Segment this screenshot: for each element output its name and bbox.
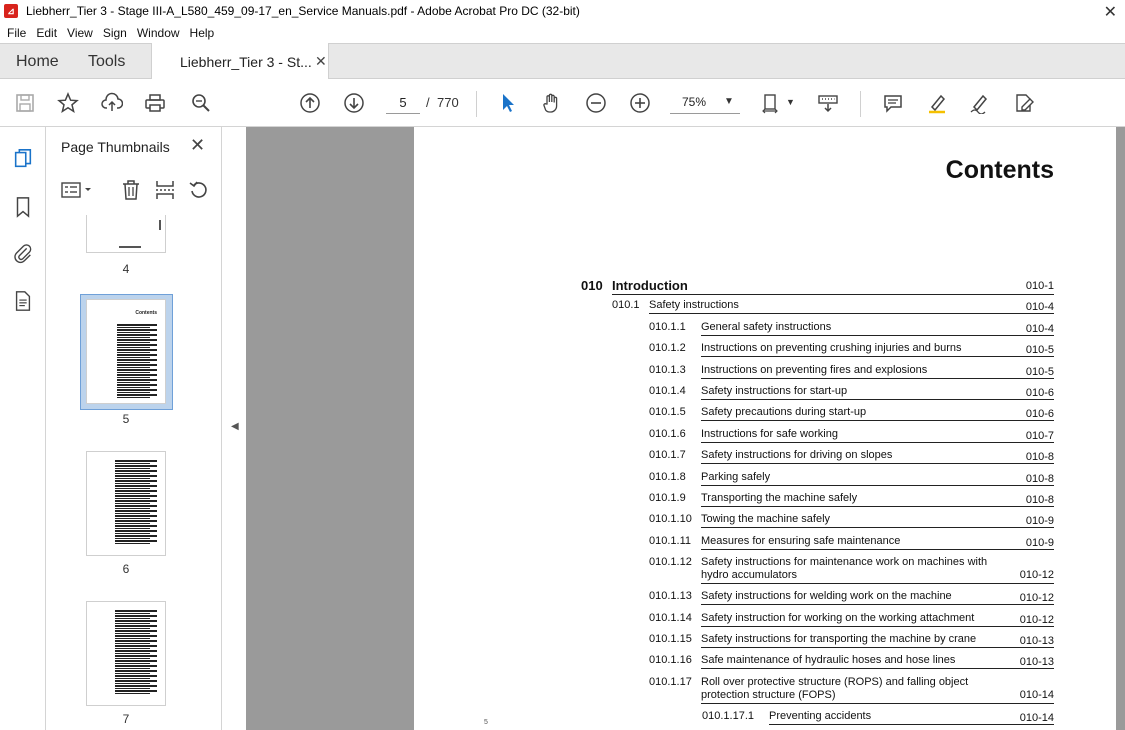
next-page-icon[interactable] — [342, 91, 366, 115]
thumbnail-text-line — [115, 673, 150, 675]
toc-underline — [701, 647, 1054, 648]
toc-underline — [701, 703, 1054, 704]
page-thumbnails-icon[interactable] — [11, 147, 35, 171]
thumbnail-text-line — [115, 508, 150, 510]
thumbnail-text-line — [115, 613, 150, 615]
acrobat-app-icon: ⊿ — [4, 4, 18, 18]
thumbnail-text-line — [115, 465, 157, 467]
toc-number: 010.1.7 — [649, 449, 686, 462]
thumbnail-text-line — [115, 463, 150, 465]
toc-title: Safe maintenance of hydraulic hoses and hose lines — [701, 654, 956, 667]
toc-number: 010.1.2 — [649, 342, 686, 355]
toc-underline — [701, 583, 1054, 584]
toc-title: Safety instructions for welding work on the machine — [701, 590, 952, 603]
toc-underline — [701, 506, 1054, 507]
thumbnail-text-line — [115, 533, 150, 535]
thumbnail-text-line — [115, 685, 157, 687]
toc-page-ref: 010-7 — [1025, 429, 1054, 442]
thumbnail-text-line — [115, 620, 157, 622]
toc-page-ref: 010-9 — [1025, 536, 1054, 549]
thumbnail-text-line — [115, 615, 157, 617]
thumbnail-text-line — [115, 650, 157, 652]
thumbnail-text-line — [117, 337, 150, 339]
toc-number: 010.1.8 — [649, 470, 686, 483]
toc-title: Instructions for safe working — [701, 427, 838, 440]
zoom-out-icon[interactable] — [584, 91, 608, 115]
toc-page-ref: 010-13 — [1019, 635, 1054, 647]
hand-icon[interactable] — [540, 91, 564, 115]
page-total: 770 — [437, 95, 459, 110]
thumbnail-text-line — [115, 515, 157, 517]
thumbnail-text-line — [115, 505, 157, 507]
menu-sign[interactable]: Sign — [102, 25, 127, 40]
toc-number: 010.1.16 — [649, 654, 692, 667]
star-icon[interactable] — [56, 91, 80, 115]
print-icon[interactable] — [143, 91, 167, 115]
toc-number: 010 — [581, 278, 603, 293]
toc-page-ref: 010-5 — [1025, 365, 1054, 378]
select-cursor-icon[interactable] — [496, 91, 520, 115]
toc-title: Transporting the machine safely — [701, 492, 858, 504]
prev-page-icon[interactable] — [298, 91, 322, 115]
keyboard-icon[interactable] — [816, 91, 840, 115]
upload-icon[interactable] — [100, 91, 124, 115]
toolbar — [0, 79, 1125, 127]
toc-page-ref: 010-6 — [1025, 387, 1054, 399]
attachment-icon[interactable] — [11, 241, 35, 265]
tab-close-button[interactable]: ✕ — [315, 53, 327, 69]
toc-title: Measures for ensuring safe maintenance — [701, 534, 901, 547]
toc-title: Safety instructions for start-up — [701, 385, 848, 397]
thumbnail-text-line — [117, 397, 150, 399]
thumbnail-text-line — [115, 663, 150, 665]
thumbnail-text-line — [115, 493, 150, 495]
thumbnail-text-line — [115, 693, 150, 695]
thumbnail-text-line — [115, 503, 150, 505]
title-bar — [0, 0, 1125, 22]
thumbnail-text-line — [117, 334, 157, 336]
toc-title: Safety instructions for driving on slopes — [701, 449, 893, 462]
thumbnail-text-line — [115, 475, 157, 477]
thumbnail-text-line — [117, 389, 157, 391]
toc-underline — [701, 463, 1054, 464]
toc-number: 010.1.11 — [649, 534, 692, 547]
toc-underline — [612, 294, 1054, 295]
toc-page-ref: 010-12 — [1019, 592, 1054, 605]
thumbnail-text-line — [117, 352, 150, 354]
zoom-level[interactable]: 75% — [682, 95, 707, 109]
toc-number: 010.1.10 — [649, 513, 692, 526]
toc-underline — [701, 335, 1054, 336]
thumbnail-text-line — [115, 668, 150, 670]
thumbnail-label: 7 — [122, 712, 130, 726]
toc-number: 010.1.1 — [649, 320, 686, 333]
thumbnail-text-line — [117, 367, 150, 369]
thumbnail-text-line — [115, 680, 157, 682]
thumbnail-text-line — [117, 387, 150, 389]
chevron-down-icon[interactable]: ▼ — [724, 96, 734, 107]
toc-title: Preventing accidents — [769, 709, 872, 722]
toolbar-divider — [860, 91, 861, 117]
toc-title: General safety instructions — [701, 320, 832, 333]
thumbnail-text-line — [115, 535, 157, 537]
comment-icon[interactable] — [881, 91, 905, 115]
toc-underline — [701, 420, 1054, 421]
thumbnail-text-line — [117, 377, 150, 379]
thumbnail-text-line — [115, 675, 157, 677]
thumbnail-text-line — [115, 655, 157, 657]
thumbnail-text-line — [117, 339, 157, 341]
thumbnail-text-line — [117, 324, 157, 326]
menu-edit[interactable]: Edit — [36, 25, 58, 40]
toc-number: 010.1.3 — [649, 363, 686, 376]
thumbnail-text-line — [117, 342, 150, 344]
thumbnail-text-line — [117, 332, 150, 334]
page-thumbnails-panel — [46, 127, 222, 730]
toc-title: Safety instructions for maintenance work on machines with hydro accumulators — [701, 556, 988, 582]
thumbnail-text-line — [117, 362, 150, 364]
page-fit-icon[interactable] — [760, 91, 784, 115]
thumbnail-text-line — [115, 690, 157, 692]
zoom-field-underline — [670, 113, 740, 114]
thumbnail-text-line — [115, 518, 150, 520]
thumbnail-text-line — [115, 648, 150, 650]
thumbnail-text-line — [115, 635, 157, 637]
layers-icon[interactable] — [11, 289, 35, 313]
thumbnail-text-line — [115, 468, 150, 470]
toc-underline — [701, 626, 1054, 627]
thumbnail-text-line — [115, 490, 157, 492]
thumbnail-text-line — [115, 618, 150, 620]
menu-view[interactable]: View — [67, 25, 93, 40]
menu-bar — [0, 22, 1125, 43]
thumbnail-text-line — [115, 470, 157, 472]
thumbnail-text-line — [115, 665, 157, 667]
toc-underline — [701, 399, 1054, 400]
zoom-search-icon[interactable] — [189, 91, 213, 115]
thumbnail-text-line — [115, 660, 157, 662]
toc-page-ref: 010-8 — [1025, 472, 1054, 485]
tab-bar — [0, 43, 1125, 79]
rotate-icon[interactable] — [188, 179, 210, 201]
thumbnail-text-line — [115, 495, 157, 497]
toc-title: Instructions on preventing crushing injuries and burns — [701, 342, 962, 355]
insert-page-icon[interactable] — [154, 179, 176, 201]
toc-number: 010.1.6 — [649, 427, 686, 440]
toc-number: 010.1.15 — [649, 633, 692, 645]
toc-page-ref: 010-13 — [1019, 656, 1054, 669]
window-title: Liebherr_Tier 3 - Stage III-A_L580_459_09-17_en_Service Manuals.pdf - Adobe Acrobat Pro DC (32-bit) — [26, 4, 580, 18]
thumbnail-text-line — [115, 498, 150, 500]
toc-underline — [701, 549, 1054, 550]
thumbnail-text-line — [117, 354, 157, 356]
panel-collapse-handle[interactable] — [222, 127, 246, 730]
toc-number: 010.1 — [612, 299, 640, 312]
toc-number: 010.1.5 — [649, 406, 686, 419]
thumbnail-text-line — [115, 640, 157, 642]
tab-tools[interactable]: Tools — [88, 53, 126, 70]
thumbnail-text-line — [117, 347, 150, 349]
thumbnail-text-line — [117, 379, 157, 381]
bookmark-icon[interactable] — [11, 195, 35, 219]
thumbnail-text-line — [115, 628, 150, 630]
toc-page-ref: 010-4 — [1025, 301, 1054, 314]
thumbnail-text-line — [115, 688, 150, 690]
toc-underline — [701, 378, 1054, 379]
menu-file[interactable]: File — [7, 25, 27, 40]
toc-underline — [701, 604, 1054, 605]
thumbnail-text-line — [117, 327, 150, 329]
toc-page-ref: 010-5 — [1025, 344, 1054, 357]
thumbnail-text-line — [115, 525, 157, 527]
toc-page-ref: 010-6 — [1025, 408, 1054, 421]
thumbnail-text-line — [117, 329, 157, 331]
toc-title: Roll over protective structure (ROPS) and falling object protection structure (FOPS) — [701, 675, 969, 701]
toc-page-ref: 010-14 — [1019, 711, 1054, 724]
thumbnail-page[interactable] — [86, 451, 166, 556]
zoom-in-icon[interactable] — [628, 91, 652, 115]
toc-underline — [701, 442, 1054, 443]
highlight-icon[interactable] — [925, 91, 949, 115]
thumbnail-text-line — [117, 384, 157, 386]
toc-number: 010.1.13 — [649, 590, 692, 603]
thumbnail-text-line — [115, 500, 157, 502]
toc-page-ref: 010-8 — [1025, 494, 1054, 506]
toc-underline — [649, 313, 1054, 314]
thumbnail-text-line — [115, 683, 150, 685]
chevron-down-icon[interactable]: ▼ — [786, 97, 795, 107]
toc-title: Safety instructions for transporting the machine by crane — [701, 633, 977, 645]
thumbnail-list — [46, 215, 206, 730]
thumbnail-text-line — [115, 638, 150, 640]
toc-title: Safety instructions — [649, 299, 739, 312]
toc-title: Introduction — [612, 278, 688, 293]
toc-number: 010.1.4 — [649, 385, 686, 397]
toc-title: Parking safely — [701, 470, 771, 483]
thumbnail-text-line — [115, 530, 157, 532]
thumbnail-text-line — [115, 538, 150, 540]
toc-number: 010.1.17.1 — [702, 709, 754, 722]
toc-title: Towing the machine safely — [701, 513, 831, 526]
thumbnail-options-icon[interactable] — [60, 179, 96, 201]
tab-home[interactable]: Home — [16, 53, 59, 70]
thumbnail-text-line — [115, 645, 157, 647]
thumbnail-text-line — [115, 643, 150, 645]
thumbnail-text-line — [117, 357, 150, 359]
thumbnail-text-line — [115, 610, 157, 612]
thumbnail-label: 4 — [122, 262, 130, 276]
panel-close-button[interactable]: ✕ — [190, 135, 206, 155]
toc-page-ref: 010-4 — [1025, 322, 1054, 335]
thumbnail-text-line — [115, 460, 157, 462]
page-footer-mark: 5 — [484, 719, 488, 726]
window-close-button[interactable]: ✕ — [1103, 4, 1117, 21]
toc-title: Safety instruction for working on the working attachment — [701, 611, 975, 624]
thumbnail-text-line — [117, 394, 157, 396]
thumbnail-text-line — [115, 528, 150, 530]
save-icon[interactable] — [13, 91, 37, 115]
menu-window[interactable]: Window — [136, 25, 180, 40]
thumbnail-page[interactable] — [86, 601, 166, 706]
toc-underline — [701, 356, 1054, 357]
thumbnail-text-line — [115, 623, 150, 625]
thumbnail-text-line — [115, 510, 157, 512]
trash-icon[interactable] — [120, 179, 142, 201]
thumbnail-text-line — [117, 349, 157, 351]
tab-document[interactable] — [151, 43, 329, 80]
thumbnail-heading: Contents — [135, 310, 157, 316]
toc-number: 010.1.9 — [649, 492, 686, 504]
panel-title: Page Thumbnails — [61, 139, 170, 155]
thumbnail-text-line — [117, 382, 150, 384]
thumbnail-text-line — [115, 633, 150, 635]
navigation-rail — [0, 127, 46, 730]
toc-underline — [701, 527, 1054, 528]
toc-underline — [701, 668, 1054, 669]
thumbnail-text-line — [115, 485, 157, 487]
thumbnail-text-line — [115, 630, 157, 632]
thumbnail-text-line — [115, 523, 150, 525]
thumbnail-text-line — [117, 369, 157, 371]
thumbnail-text-line — [115, 480, 157, 482]
thumbnail-text-line — [117, 392, 150, 394]
toc-page-ref: 010-1 — [1025, 280, 1054, 292]
toc-page-ref: 010-9 — [1025, 515, 1054, 528]
toc-page-ref: 010-14 — [1019, 688, 1054, 701]
thumbnail-text-line — [115, 678, 150, 680]
thumbnail-page[interactable] — [86, 215, 166, 253]
thumbnail-text-line — [115, 473, 150, 475]
thumbnail-text-line — [115, 520, 157, 522]
thumbnail-text-line — [117, 364, 157, 366]
thumbnail-text-line — [115, 670, 157, 672]
thumbnail-text-line — [115, 478, 150, 480]
thumbnail-text-line — [115, 483, 150, 485]
tab-document-label: Liebherr_Tier 3 - St... — [180, 54, 312, 70]
thumbnail-text-line — [115, 513, 150, 515]
chevron-left-icon[interactable]: ◀ — [231, 421, 239, 432]
contents-heading: Contents — [945, 156, 1054, 184]
sign-icon[interactable] — [968, 91, 992, 115]
toc-underline — [701, 485, 1054, 486]
toc-title: Safety precautions during start-up — [701, 406, 867, 419]
thumbnail-text-line — [117, 374, 157, 376]
toc-number: 010.1.12 — [649, 556, 692, 569]
page-number-input[interactable] — [386, 92, 420, 114]
pdf-page — [414, 127, 1116, 730]
toc-underline — [769, 724, 1054, 725]
toolbar-divider — [476, 91, 477, 117]
thumbnail-text-line — [117, 372, 150, 374]
thumbnail-text-line — [115, 543, 150, 545]
toc-number: 010.1.17 — [649, 675, 692, 688]
thumbnail-text-line — [117, 359, 157, 361]
thumbnail-text-line — [115, 625, 157, 627]
thumbnail-label: 6 — [122, 562, 130, 576]
edit-icon[interactable] — [1012, 91, 1036, 115]
toc-page-ref: 010-12 — [1019, 613, 1054, 626]
thumbnail-text-line — [115, 658, 150, 660]
thumbnail-text-line — [115, 488, 150, 490]
thumbnail-text-line — [117, 344, 157, 346]
thumbnail-label: 5 — [122, 412, 130, 426]
toc-number: 010.1.14 — [649, 611, 692, 624]
thumbnail-text-line — [115, 540, 157, 542]
document-view[interactable] — [246, 127, 1125, 730]
thumbnail-page-selected[interactable] — [86, 299, 166, 404]
toc-page-ref: 010-12 — [1019, 569, 1054, 582]
menu-help[interactable]: Help — [189, 25, 215, 40]
thumbnail-text-line — [115, 653, 150, 655]
page-separator: / — [426, 95, 430, 110]
toc-page-ref: 010-8 — [1025, 451, 1054, 464]
toc-title: Instructions on preventing fires and explosions — [701, 363, 928, 376]
